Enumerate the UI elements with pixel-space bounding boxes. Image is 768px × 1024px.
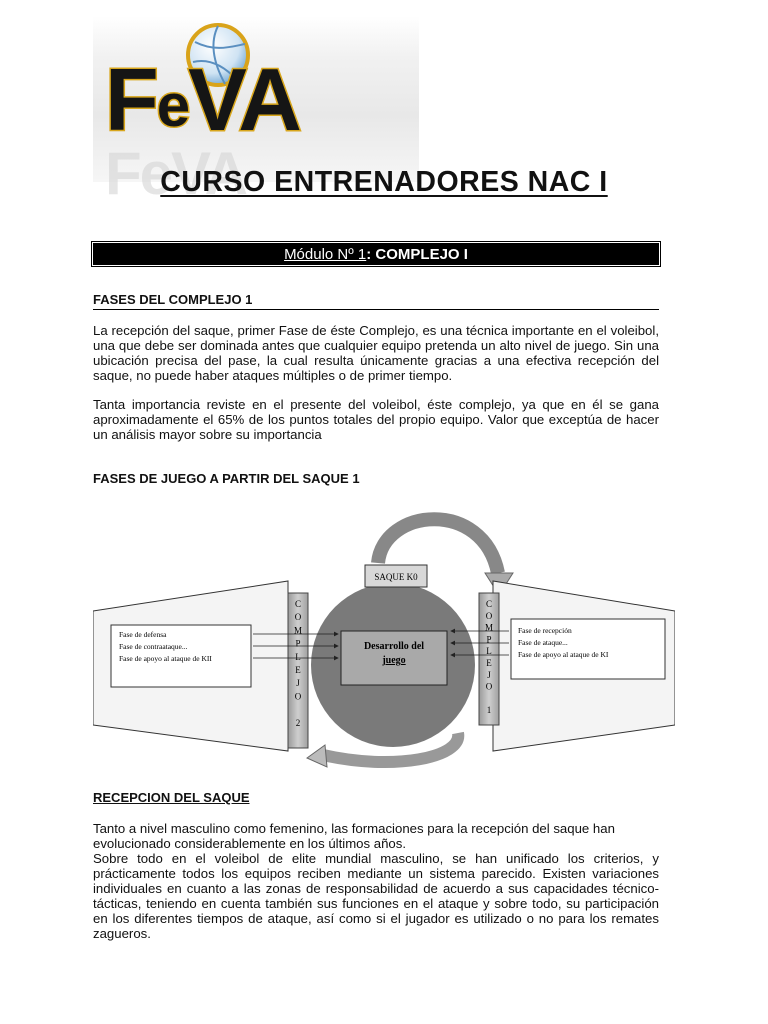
module-banner [91,241,661,267]
section-heading-recepcion: RECEPCION DEL SAQUE [93,790,250,805]
left-item-2: Fase de contraataque... [119,642,188,651]
saque-label: SAQUE K0 [374,572,418,582]
left-item-3: Fase de apoyo al ataque de KII [119,654,212,663]
logo-wordmark: FeVA [105,50,300,149]
paragraph-recepcion-saque [93,821,659,941]
svg-text:O: O [485,610,493,621]
module-name: COMPLEJO I [371,246,468,263]
paragraph-recepcion-intro: La recepción del saque, primer Fase de éste Complejo, es una técnica importante en el voleibol, una que debe ser dominada antes que cualquier equipo pretenda un alto nivel de juego. Sin una ubicación precisa del pase, la cual resulta únicamente gracias a una efectiva recepción del saque, no puede haber ataques múltiples o de primer tiempo. [93,323,659,383]
svg-text:J: J [487,669,491,680]
center-label-2: juego [382,655,406,666]
svg-text:L: L [486,646,492,657]
svg-text:J: J [296,678,300,689]
svg-text:O: O [294,612,302,623]
paragraph-recepcion-1: Tanto a nivel masculino como femenino, las formaciones para la recepción del saque han evolucionado considerablemente en los últimos años. [93,821,615,851]
svg-text:P: P [486,634,492,645]
page-title: CURSO ENTRENADORES NAC I [160,166,608,198]
svg-text:C: C [294,599,302,609]
left-item-1: Fase de defensa [119,630,167,639]
svg-text:L: L [295,651,301,662]
right-item-3: Fase de apoyo al ataque de KI [518,650,609,659]
section-heading-fases-juego: FASES DE JUEGO A PARTIR DEL SAQUE 1 [93,471,360,486]
game-phases-diagram [93,503,675,775]
svg-text:1: 1 [486,705,492,716]
module-label: Módulo Nº 1 [284,246,367,263]
svg-text:2: 2 [295,717,301,728]
svg-text:P: P [295,638,301,649]
module-separator: : [366,246,372,263]
svg-text:E: E [295,665,301,675]
right-item-1: Fase de recepción [518,626,572,635]
svg-text:O: O [294,691,302,702]
svg-text:M: M [484,622,494,633]
section-heading-fases-complejo: FASES DEL COMPLEJO 1 [93,292,659,310]
paragraph-importancia: Tanta importancia reviste en el presente del voleibol, éste complejo, ya que en él se gana aproximadamente el 65% de los puntos totales del propio equipo. Valor que exceptúa de hacer un análisis mayor sobre su importancia [93,397,659,442]
center-label-1: Desarrollo del [363,641,425,652]
svg-text:O: O [485,681,493,692]
logo-reflection: FeVA [105,140,246,207]
paragraph-recepcion-2: Sobre todo en el voleibol de elite mundial masculino, se han unificado los criterios, y prácticamente todos los equipos reciben mediante un sistema parecido. Existen variaciones individuales en cuanto a las zonas de responsabilidad de acuerdo a sus capacidades técnico-tácticas, teniendo en cuenta también sus funciones en el ataque y sobre todo, su participación en los diferentes tiempos de ataque, así como si el jugador es utilizado o no para los remates zagueros. [93,851,659,941]
svg-text:E: E [486,658,492,668]
svg-text:M: M [293,625,303,636]
svg-text:C: C [485,599,493,609]
right-item-2: Fase de ataque... [518,638,568,647]
